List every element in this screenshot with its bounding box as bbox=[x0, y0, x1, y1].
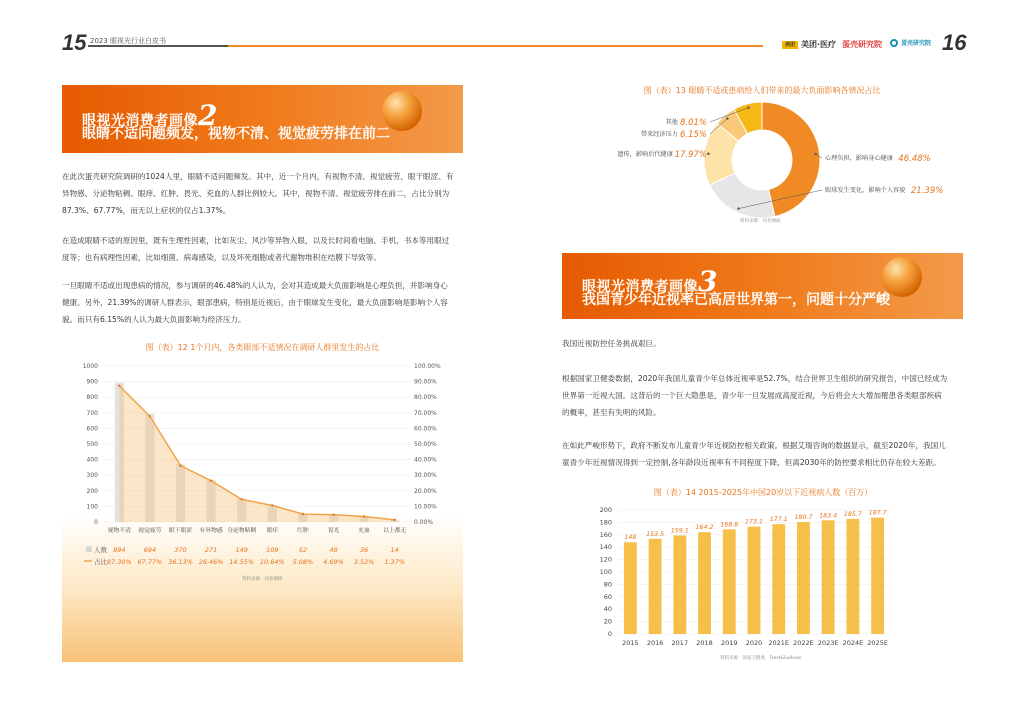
document-title: 2023 眼视光行业白皮书 bbox=[90, 37, 167, 45]
figure-13-caption: 图（表）13 眼睛不适或患病给人们带来的最大负面影响各情况占比 bbox=[643, 86, 881, 95]
data-label-count: 109 bbox=[266, 546, 279, 554]
legend-label: 人数 bbox=[94, 546, 107, 554]
data-label-percent: 4.69% bbox=[323, 558, 344, 566]
x-tick-label: 2019 bbox=[720, 639, 738, 647]
slice-value: 21.39% bbox=[910, 186, 944, 196]
figure-12-caption: 图（表）12 1个月内，各类眼部不适情况在调研人群里发生的占比 bbox=[145, 343, 380, 352]
bar bbox=[624, 542, 637, 634]
banner-title-text: 眼视光消费者画像 bbox=[582, 279, 698, 295]
figure-12-panel bbox=[62, 338, 463, 662]
text-line: 87.3%、67.77%，而无以上症状的仅占1.37%。 bbox=[62, 206, 231, 215]
vcbeat-logo-icon bbox=[890, 39, 898, 47]
line-point bbox=[394, 519, 396, 521]
data-label: 164.2 bbox=[695, 524, 714, 532]
header-rule-dark bbox=[88, 45, 228, 47]
left-page-number: 15 bbox=[62, 30, 87, 55]
header-rule-orange bbox=[228, 45, 763, 47]
text-line: 童青少年近视情况得到一定控制,各年龄段近视率有不同程度下降，但离2030年的防控要求相比仍存在较大差距。 bbox=[562, 458, 941, 467]
x-tick-label: 2025E bbox=[867, 639, 888, 647]
x-tick-label: 2017 bbox=[671, 639, 689, 647]
line-point bbox=[302, 513, 304, 515]
partner-logo bbox=[842, 39, 882, 50]
data-label-percent: 1.37% bbox=[384, 558, 406, 566]
left-paragraph-2 bbox=[62, 232, 472, 266]
line-point bbox=[241, 498, 243, 500]
text-line: 度等；也有病理性因素，比如细菌、病毒感染，以及坏死细胞或者代谢物堆积在结膜下导致等。 bbox=[62, 253, 381, 262]
y2-tick-label: 10.00% bbox=[414, 503, 437, 511]
right-paragraph-3 bbox=[562, 437, 972, 471]
line-area bbox=[119, 386, 394, 522]
slice-value: 6.15% bbox=[679, 130, 707, 140]
slice-value: 17.97% bbox=[674, 150, 707, 160]
y-tick-label: 80 bbox=[603, 580, 612, 589]
bar bbox=[723, 529, 736, 634]
bar bbox=[822, 520, 835, 634]
data-label: 159.1 bbox=[670, 527, 689, 535]
y2-tick-label: 70.00% bbox=[414, 409, 437, 417]
x-tick-label: 充血 bbox=[358, 528, 370, 534]
data-label-count: 36 bbox=[359, 546, 369, 554]
x-tick-label: 2015 bbox=[622, 639, 639, 647]
slice-value: 8.01% bbox=[679, 118, 707, 128]
data-label-count: 149 bbox=[235, 546, 248, 554]
slice-label: 带来经济压力 bbox=[640, 131, 678, 138]
vcbeat-logo bbox=[890, 38, 931, 47]
meituan-logo-mark: 美团 bbox=[782, 41, 798, 49]
line-point bbox=[210, 480, 212, 482]
y2-tick-label: 40.00% bbox=[414, 456, 437, 464]
bar bbox=[846, 519, 859, 634]
data-label-count: 370 bbox=[174, 546, 187, 554]
right-page-number: 16 bbox=[942, 30, 967, 55]
text-line: 异物感、分泌物粘稠、眼痒、红肿、畏光、充血的人群比例较大。其中，视物不清、视觉疲劳排在前二，占比分别为 bbox=[62, 189, 450, 198]
y-tick-label: 60 bbox=[603, 592, 612, 601]
text-line: 貌。而只有6.15%的人认为最大负面影响为经济压力。 bbox=[62, 315, 246, 324]
bar bbox=[871, 518, 884, 634]
bar bbox=[673, 535, 686, 634]
bar bbox=[698, 532, 711, 634]
y-tick-label: 160 bbox=[599, 530, 612, 539]
data-label-count: 894 bbox=[113, 546, 126, 554]
data-label-count: 271 bbox=[204, 546, 218, 554]
figure-13-source: 资料来源：问卷调研 bbox=[740, 219, 781, 224]
text-line: 根据国家卫健委数据，2020年我国儿童青少年总体近视率是52.7%，结合世界卫生组织的研究报告，中国已经成为 bbox=[562, 374, 948, 383]
x-tick-label: 2023E bbox=[817, 639, 839, 647]
data-label-count: 14 bbox=[390, 546, 399, 554]
x-tick-label: 视觉疲劳 bbox=[138, 528, 162, 534]
bar bbox=[797, 522, 810, 634]
data-label: 153.5 bbox=[646, 530, 665, 538]
figure-14-source: 资料来源：国家卫健委，Frost&Sullivan bbox=[720, 656, 802, 661]
x-tick-label: 2016 bbox=[646, 639, 664, 647]
data-label: 185.7 bbox=[843, 510, 862, 518]
x-tick-label: 2022E bbox=[793, 639, 814, 647]
y-tick-label: 20 bbox=[603, 617, 612, 626]
x-tick-label: 分泌物粘稠 bbox=[227, 528, 257, 534]
data-label: 177.1 bbox=[769, 516, 788, 524]
y-tick-label: 100 bbox=[86, 503, 98, 511]
data-label-percent: 10.64% bbox=[259, 558, 285, 566]
section-banner-3 bbox=[562, 253, 963, 319]
data-label-percent: 87.30% bbox=[106, 558, 132, 566]
banner-subtitle: 眼睛不适问题频发，视物不清、视觉疲劳排在前二 bbox=[82, 126, 390, 142]
bar bbox=[649, 539, 662, 634]
bar bbox=[772, 524, 785, 634]
x-tick-label: 2021E bbox=[768, 639, 790, 647]
figure-14-caption: 图（表）14 2015-2025年中国20岁以下近视病人数（百万） bbox=[653, 488, 873, 497]
y-tick-label: 40 bbox=[603, 605, 612, 614]
text-line: 在造成眼睛不适的原因里，既有生理性因素，比如灰尘、风沙等异物入眼，以及长时间看电脑、手机、书本等用眼过 bbox=[62, 236, 450, 245]
y2-tick-label: 80.00% bbox=[414, 394, 437, 402]
y-tick-label: 500 bbox=[86, 441, 98, 448]
data-label-count: 48 bbox=[329, 546, 338, 554]
y-tick-label: 800 bbox=[86, 394, 98, 402]
text-line: 世界第一近视大国。这背后的一个巨大隐患是，青少年一旦发展成高度近视，今后将会大大增加罹患各类眼部疾病 bbox=[562, 391, 942, 400]
decorative-sphere bbox=[382, 91, 422, 131]
line-point bbox=[118, 385, 120, 387]
banner-subtitle: 我国青少年近视率已高居世界第一，问题十分严峻 bbox=[582, 292, 890, 308]
line-point bbox=[271, 504, 273, 506]
text-line: 的概率，甚至有失明的风险。 bbox=[562, 408, 661, 417]
meituan-logo bbox=[782, 39, 836, 50]
y-tick-label: 140 bbox=[599, 543, 612, 552]
y2-tick-label: 30.00% bbox=[414, 472, 437, 480]
line-point bbox=[363, 515, 365, 517]
y-tick-label: 300 bbox=[86, 472, 98, 480]
text-line: 我国近视防控任务挑战艰巨。 bbox=[562, 339, 661, 348]
banner-number: 2 bbox=[198, 99, 218, 132]
x-tick-label: 眼干眼涩 bbox=[168, 528, 193, 534]
decorative-sphere bbox=[882, 257, 922, 297]
x-tick-label: 2020 bbox=[745, 639, 763, 647]
text-line: 在如此严峻形势下，政府不断发布儿童青少年近视防控相关政策。根据艾瑞咨询的数据显示，截至2020年，我国儿 bbox=[562, 441, 946, 450]
line-point bbox=[149, 415, 151, 417]
data-label: 168.8 bbox=[720, 521, 739, 529]
x-tick-label: 以上都无 bbox=[383, 528, 407, 534]
bar bbox=[748, 527, 761, 634]
y2-tick-label: 90.00% bbox=[414, 378, 437, 386]
x-tick-label: 2018 bbox=[696, 639, 713, 647]
right-paragraph-1 bbox=[562, 335, 972, 352]
data-label: 187.7 bbox=[868, 509, 887, 517]
slice-label: 眼球发生变化，影响个人容貌 bbox=[825, 187, 906, 194]
y-tick-label: 180 bbox=[599, 518, 612, 527]
y2-tick-label: 100.00% bbox=[414, 363, 441, 370]
data-label-percent: 5.08% bbox=[292, 558, 314, 566]
figure-14-chart bbox=[590, 500, 900, 652]
y-tick-label: 100 bbox=[599, 568, 612, 576]
right-paragraph-2 bbox=[562, 370, 972, 421]
y-tick-label: 600 bbox=[86, 425, 98, 433]
y-tick-label: 900 bbox=[86, 378, 98, 386]
text-line: 健康。另外，21.39%的调研人群表示，眼部患病，特别是近视后，由于眼球发生变化，最大负面影响是影响个人容 bbox=[62, 298, 448, 307]
y-tick-label: 200 bbox=[86, 487, 98, 495]
y-tick-label: 200 bbox=[599, 506, 612, 514]
x-tick-label: 视物不清 bbox=[107, 528, 131, 534]
leader-dot bbox=[747, 107, 749, 109]
y-tick-label: 120 bbox=[599, 555, 612, 564]
text-line: 在此次蛋壳研究院调研的1024人里，眼睛不适问题频发。其中，近一个月内，有视物不清、视觉疲劳、眼干眼涩、有 bbox=[62, 172, 454, 181]
slice-label: 心理负担，影响身心健康 bbox=[825, 155, 894, 162]
text-line: 一旦眼睛不适或出现患病的情况，参与调研的46.48%的人认为，会对其造成最大负面影响是心理负担，并影响身心 bbox=[62, 281, 448, 290]
y2-tick-label: 50.00% bbox=[414, 441, 437, 448]
legend-swatch-bar bbox=[86, 546, 92, 552]
slice-value: 46.48% bbox=[898, 154, 931, 164]
y2-tick-label: 20.00% bbox=[414, 487, 437, 495]
figure-13-chart bbox=[560, 98, 964, 228]
y2-tick-label: 60.00% bbox=[414, 425, 437, 433]
banner-number: 3 bbox=[698, 265, 718, 298]
slice-label: 其他 bbox=[665, 119, 678, 126]
data-label-percent: 36.13% bbox=[168, 558, 193, 566]
y-tick-label: 700 bbox=[86, 409, 98, 417]
banner-title-text: 眼视光消费者画像 bbox=[82, 113, 198, 129]
vcbeat-logo-text: 蛋壳研究院 bbox=[901, 40, 932, 47]
left-paragraph-3 bbox=[62, 277, 472, 328]
figure-12-source: 资料来源：问卷调研 bbox=[242, 577, 283, 582]
data-label-percent: 26.46% bbox=[198, 558, 224, 566]
slice-label: 遗传，影响后代健康 bbox=[617, 151, 673, 158]
data-label: 148 bbox=[624, 534, 637, 542]
line-point bbox=[332, 513, 334, 515]
meituan-logo-text: 美团·医疗 bbox=[801, 40, 837, 49]
y-tick-label: 0 bbox=[94, 519, 98, 526]
x-tick-label: 畏光 bbox=[327, 528, 340, 534]
data-label: 173.1 bbox=[744, 518, 764, 526]
x-tick-label: 有异物感 bbox=[199, 528, 223, 534]
y-tick-label: 400 bbox=[86, 456, 98, 464]
data-label: 183.4 bbox=[819, 512, 838, 520]
y-tick-label: 0 bbox=[607, 630, 612, 638]
partner-logo-text: 蛋壳研究院 bbox=[842, 40, 882, 49]
data-label-count: 694 bbox=[143, 546, 157, 554]
data-label-percent: 3.52% bbox=[353, 558, 375, 566]
line-point bbox=[179, 464, 181, 466]
y-tick-label: 1000 bbox=[82, 363, 98, 370]
figure-12-chart bbox=[62, 356, 463, 581]
y2-tick-label: 0.00% bbox=[414, 519, 434, 526]
data-label: 180.7 bbox=[794, 513, 813, 521]
data-label-percent: 14.55% bbox=[229, 558, 255, 566]
x-tick-label: 红肿 bbox=[297, 528, 309, 534]
x-tick-label: 眼痒 bbox=[266, 528, 279, 534]
left-paragraph-1 bbox=[62, 168, 472, 219]
data-label-count: 52 bbox=[298, 546, 308, 554]
legend-label: 占比 bbox=[94, 558, 107, 566]
data-label-percent: 67.77% bbox=[137, 558, 163, 566]
x-tick-label: 2024E bbox=[842, 639, 864, 647]
section-banner-2 bbox=[62, 85, 463, 153]
